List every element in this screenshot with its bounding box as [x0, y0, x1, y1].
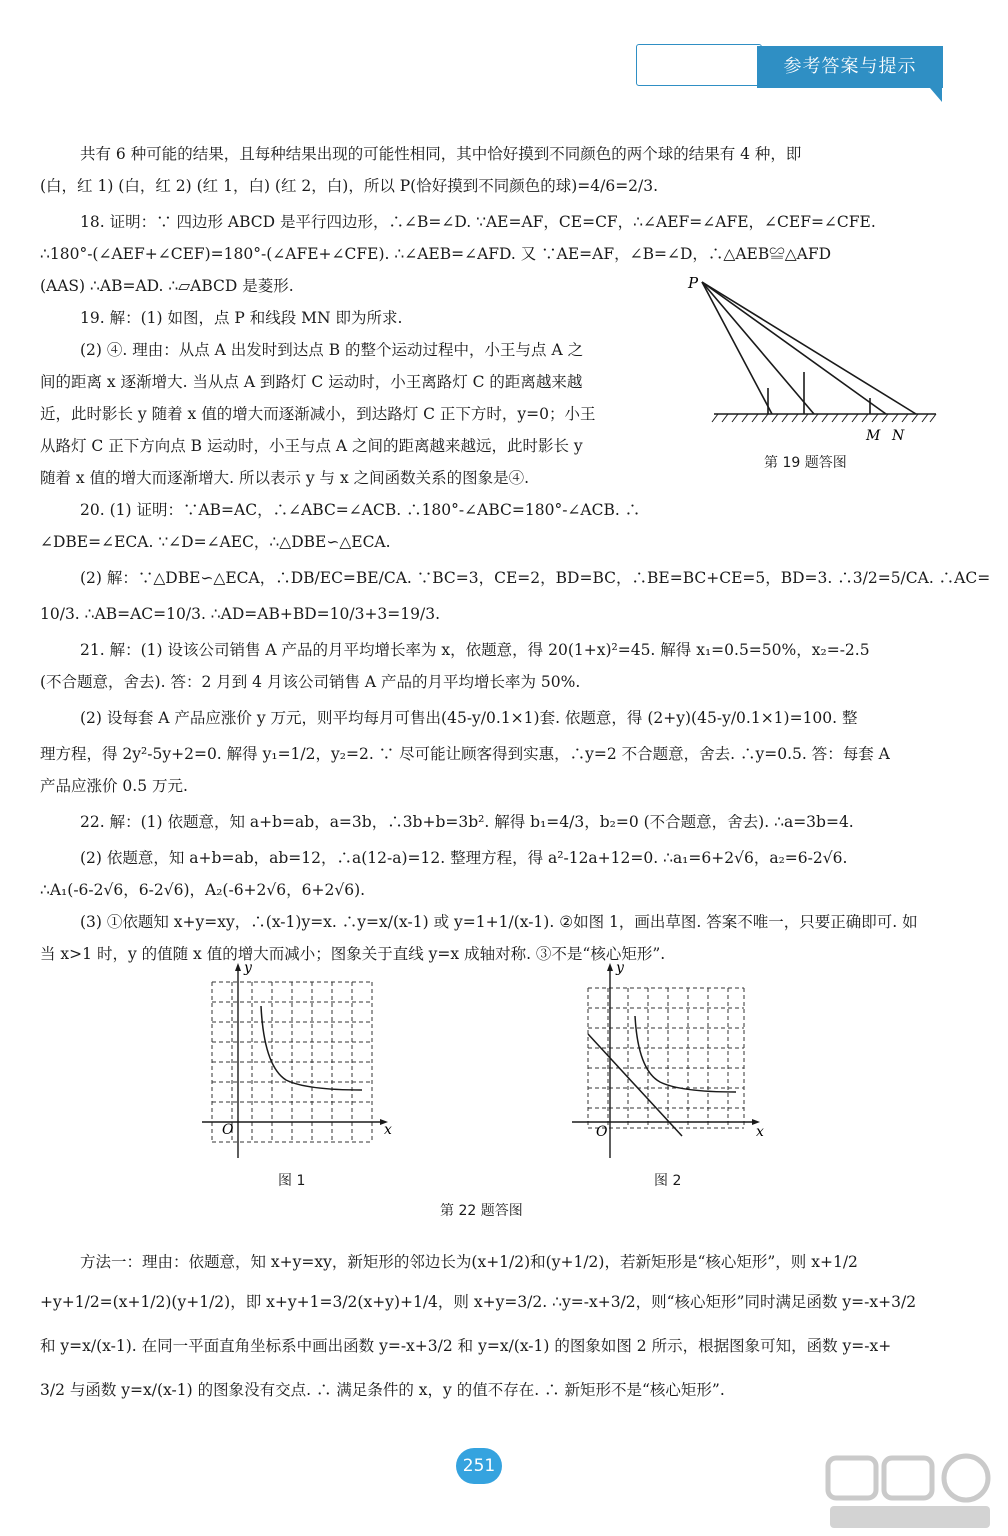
- figure-22-graph-2: [566, 958, 776, 1168]
- light-ray: [702, 282, 886, 414]
- figure-19: [684, 268, 954, 464]
- light-ray: [702, 282, 916, 414]
- text-line: +y+1/2=(x+1/2)(y+1/2)，即 x+y+1=3/2(x+y)+1/4，则 x+y=3/2. ∴y=-x+3/2，则“核心矩形”同时满足函数 y=-x+3/2: [40, 1293, 917, 1311]
- header-blank-box: [636, 44, 762, 86]
- y-axis-arrow-icon: [235, 963, 241, 971]
- text-line: 21. 解：(1) 设该公司销售 A 产品的月平均增长率为 x，依题意，得 20(1+x)²=45. 解得 x₁=0.5=50%，x₂=-2.5: [80, 641, 870, 659]
- point-p-label: P: [688, 274, 699, 292]
- text-line: (不合题意，舍去). 答：2 月到 4 月该公司销售 A 产品的月平均增长率为 50%.: [40, 673, 581, 691]
- header-tab-tail: [930, 88, 942, 102]
- text-line: 当 x>1 时，y 的值随 x 值的增大而减小；图象关于直线 y=x 成轴对称. ③不是“核心矩形”.: [40, 945, 666, 963]
- text-line: ∴A₁(-6-2√6，6-2√6)，A₂(-6+2√6，6+2√6).: [40, 881, 366, 899]
- text-line: (2) ④. 理由：从点 A 出发时到达点 B 的整个运动过程中，小王与点 A 之: [80, 341, 584, 359]
- text-line: ∴180°-(∠AEF+∠CEF)=180°-(∠AFE+∠CFE). ∴∠AEB=∠AFD. 又 ∵AE=AF，∠B=∠D，∴△AEB≌△AFD: [40, 245, 832, 263]
- point-m-label: M: [866, 428, 881, 444]
- text-line: 方法一：理由：依题意，知 x+y=xy，新矩形的邻边长为(x+1/2)和(y+1/2)，若新矩形是“核心矩形”，则 x+1/2: [80, 1253, 858, 1271]
- light-ray: [702, 282, 814, 414]
- point-n-label: N: [892, 428, 905, 444]
- text-line: 理方程，得 2y²-5y+2=0. 解得 y₁=1/2，y₂=2. ∵ 尽可能让顾客得到实惠，∴y=2 不合题意，舍去. ∴y=0.5. 答：每套 A: [40, 745, 890, 763]
- text-line: (2) 依题意，知 a+b=ab，ab=12，∴a(12-a)=12. 整理方程，得 a²-12a+12=0. ∴a₁=6+2√6，a₂=6-2√6.: [80, 849, 848, 867]
- text-line: 从路灯 C 正下方向点 B 运动时，小王与点 A 之间的距离越来越远，此时影长 y: [40, 437, 583, 455]
- text-line: 18. 证明：∵ 四边形 ABCD 是平行四边形，∴∠B=∠D. ∵AE=AF，CE=CF，∴∠AEF=∠AFE，∠CEF=∠CFE.: [80, 213, 876, 231]
- text-line: 19. 解：(1) 如图，点 P 和线段 MN 即为所求.: [80, 309, 403, 327]
- curve-y-equals-x-over-x-minus-1: [635, 1016, 736, 1092]
- text-line: (AAS) ∴AB=AD. ∴▱ABCD 是菱形.: [40, 277, 294, 295]
- page-number: 251: [456, 1448, 502, 1484]
- text-line: 近，此时影长 y 随着 x 值的增大而逐渐减小，到达路灯 C 正下方时，y=0；小王: [40, 405, 596, 423]
- text-line: (白，红 1) (白，红 2) (红 1，白) (红 2，白)，所以 P(恰好摸到不同颜色的球)=4/6=2/3.: [40, 177, 659, 195]
- text-line: ∠DBE=∠ECA. ∵∠D=∠AEC，∴△DBE∽△ECA.: [40, 533, 391, 551]
- origin-label: O: [596, 1124, 608, 1140]
- x-axis-label: x: [756, 1124, 764, 1140]
- text-line: 3/2 与函数 y=x/(x-1) 的图象没有交点. ∴ 满足条件的 x，y 的值不存在. ∴ 新矩形不是“核心矩形”.: [40, 1381, 725, 1399]
- ground-hatching: [712, 414, 936, 422]
- y-axis-arrow-icon: [607, 963, 613, 971]
- text-line: (2) 解：∵△DBE∽△ECA，∴DB/EC=BE/CA. ∵BC=3，CE=2，BD=BC，∴BE=BC+CE=5，BD=3. ∴3/2=5/CA. ∴AC=: [80, 569, 991, 587]
- dashed-grid: [212, 982, 372, 1142]
- header-tab: 参考答案与提示: [757, 46, 943, 88]
- text-line: 22. 解：(1) 依题意，知 a+b=ab，a=3b，∴3b+b=3b². 解得 b₁=4/3，b₂=0 (不合题意，舍去). ∴a=3b=4.: [80, 813, 854, 831]
- text-line: (2) 设每套 A 产品应涨价 y 万元，则平均每月可售出(45-y/0.1×1)套. 依题意，得 (2+y)(45-y/0.1×1)=100. 整: [80, 709, 858, 727]
- text-line: 10/3. ∴AB=AC=10/3. ∴AD=AB+BD=10/3+3=19/3.: [40, 605, 441, 623]
- text-line: 间的距离 x 逐渐增大. 当从点 A 到路灯 C 运动时，小王离路灯 C 的距离越来越: [40, 373, 583, 391]
- figure-22-graph-2-caption: 图 2: [654, 1173, 682, 1189]
- text-line: 共有 6 种可能的结果，且每种结果出现的可能性相同，其中恰好摸到不同颜色的两个球的结果有 4 种，即: [80, 145, 802, 163]
- text-line: 产品应涨价 0.5 万元.: [40, 777, 188, 795]
- figure-19-caption: 第 19 题答图: [764, 455, 847, 471]
- text-line: (3) ①依题知 x+y=xy，∴(x-1)y=x. ∴y=x/(x-1) 或 y=1+1/(x-1). ②如图 1，画出草图. 答案不唯一，只要正确即可. 如: [80, 913, 918, 931]
- y-axis-label: y: [244, 960, 252, 976]
- watermark-logo: [820, 1452, 1000, 1534]
- y-axis-label: y: [616, 960, 624, 976]
- x-axis-label: x: [384, 1122, 392, 1138]
- figure-22-caption: 第 22 题答图: [440, 1203, 523, 1219]
- text-line: 20. (1) 证明：∵AB=AC，∴∠ABC=∠ACB. ∴180°-∠ABC=180°-∠ACB. ∴: [80, 501, 641, 519]
- origin-label: O: [222, 1122, 234, 1138]
- dashed-grid: [588, 988, 744, 1128]
- figure-22-graph-1-caption: 图 1: [278, 1173, 306, 1189]
- figure-22-graph-1: [190, 958, 400, 1168]
- light-ray: [702, 282, 772, 414]
- text-line: 随着 x 值的增大而逐渐增大. 所以表示 y 与 x 之间函数关系的图象是④.: [40, 469, 530, 487]
- text-line: 和 y=x/(x-1). 在同一平面直角坐标系中画出函数 y=-x+3/2 和 y=x/(x-1) 的图象如图 2 所示，根据图象可知，函数 y=-x+: [40, 1337, 892, 1355]
